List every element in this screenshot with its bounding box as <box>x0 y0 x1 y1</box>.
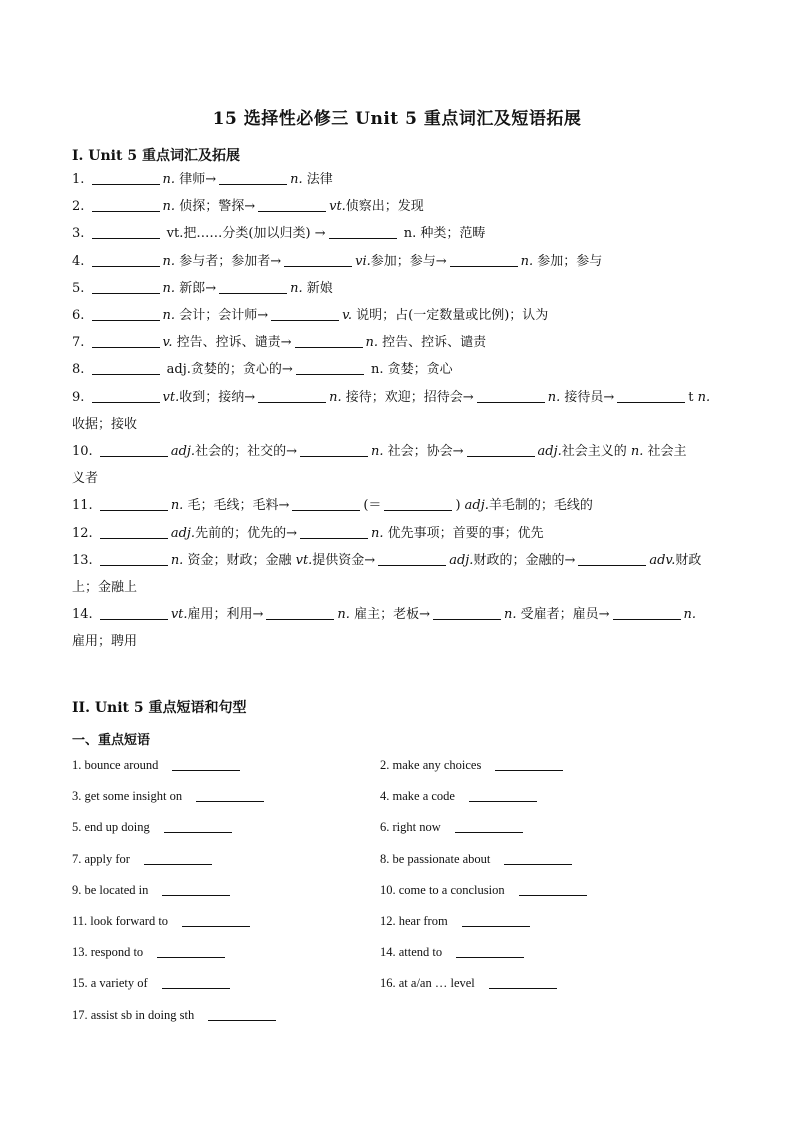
answer-blank[interactable] <box>284 252 352 267</box>
part-of-speech: adj. <box>170 444 196 460</box>
phrase-row <box>72 1008 672 1032</box>
part-of-speech: n. <box>520 253 534 269</box>
vocab-text: vt.把……分类(加以归类) → <box>162 226 326 242</box>
answer-blank[interactable] <box>100 605 168 620</box>
vocab-item <box>72 329 724 356</box>
phrase-text: 5. end up doing <box>72 820 150 835</box>
vocab-text: 毛；毛线；毛料→ <box>183 498 290 514</box>
phrase-item <box>72 1008 276 1023</box>
phrase-row <box>72 789 672 820</box>
vocab-text: 收到；接纳→ <box>179 389 256 405</box>
part-of-speech: adj. <box>449 552 474 568</box>
answer-blank[interactable] <box>208 1008 276 1021</box>
vocab-text: 财政的；金融的→ <box>473 552 576 568</box>
vocab-text: 10. <box>72 444 97 460</box>
phrase-text: 13. respond to <box>72 945 144 960</box>
vocab-text: 13. <box>72 552 97 568</box>
answer-blank[interactable] <box>292 496 360 511</box>
vocab-text: 新娘 <box>302 280 333 296</box>
vocab-text: 8. <box>72 362 89 378</box>
answer-blank[interactable] <box>219 279 287 294</box>
answer-blank[interactable] <box>164 820 232 833</box>
vocab-text: 参与者；参加者→ <box>175 253 282 269</box>
vocab-text: 受雇者；雇员→ <box>516 607 610 623</box>
vocab-item <box>72 601 724 655</box>
part-of-speech: n. <box>162 280 176 296</box>
vocab-text: 4. <box>72 253 89 269</box>
phrase-text: 4. make a code <box>380 789 455 804</box>
answer-blank[interactable] <box>92 279 160 294</box>
phrase-text: 9. be located in <box>72 882 149 897</box>
vocab-text: 收据；接收 <box>72 416 138 432</box>
phrase-list <box>72 758 672 1032</box>
vocab-text: 11. <box>72 498 97 514</box>
vocab-item <box>72 492 724 519</box>
part-of-speech: v. <box>162 335 173 351</box>
answer-blank[interactable] <box>504 852 572 865</box>
vocab-text: 律师→ <box>175 172 217 187</box>
vocab-text: 控告、控诉、谴责→ <box>172 335 292 351</box>
vocab-text: n. 种类；范畴 <box>399 226 486 242</box>
phrase-item <box>72 852 212 867</box>
answer-blank[interactable] <box>144 852 212 865</box>
part-of-speech: n. <box>162 308 176 324</box>
part-of-speech: vt. <box>329 199 346 215</box>
phrase-text: 11. look forward to <box>72 913 169 928</box>
answer-blank[interactable] <box>157 945 225 958</box>
answer-blank[interactable] <box>92 224 160 239</box>
answer-blank[interactable] <box>258 197 326 212</box>
answer-blank[interactable] <box>578 551 646 566</box>
vocab-item <box>72 193 724 220</box>
vocab-item <box>72 384 724 438</box>
phrase-text: 16. at a/an … level <box>380 976 475 991</box>
vocab-text: 新郎→ <box>175 280 217 296</box>
part-of-speech: adj. <box>170 525 196 541</box>
vocab-text: 提供资金→ <box>312 552 376 568</box>
vocab-text: 社会的；社交的→ <box>195 444 297 460</box>
answer-blank[interactable] <box>100 496 168 511</box>
vocab-text: 1. <box>72 172 89 187</box>
answer-blank[interactable] <box>384 496 452 511</box>
vocab-text: 参加；参与 <box>533 253 603 269</box>
answer-blank[interactable] <box>295 333 363 348</box>
vocab-text: t <box>688 389 698 405</box>
vocab-text: 接待员→ <box>560 389 615 405</box>
vocab-text: 3. <box>72 226 89 242</box>
answer-blank[interactable] <box>92 170 160 185</box>
part-of-speech: n. <box>697 389 711 405</box>
answer-blank[interactable] <box>92 360 160 375</box>
page-title: 15 选择性必修三 Unit 5 重点词汇及短语拓展 <box>212 109 582 129</box>
answer-blank[interactable] <box>100 524 168 539</box>
vocab-text: 参加；参与→ <box>370 253 447 269</box>
part-of-speech: vi. <box>355 253 371 269</box>
part-of-speech: n. <box>162 253 176 269</box>
answer-blank[interactable] <box>469 789 537 802</box>
phrase-item <box>72 883 230 898</box>
part-of-speech: n. <box>162 172 176 187</box>
answer-blank[interactable] <box>258 388 326 403</box>
vocab-text: 控告、控诉、谴责 <box>378 335 487 351</box>
phrase-item <box>72 789 264 804</box>
part-of-speech: adj. <box>537 444 562 460</box>
vocab-text: 优先事项；首要的事；优先 <box>383 525 544 541</box>
vocab-text: 5. <box>72 280 89 296</box>
answer-blank[interactable] <box>300 442 368 457</box>
vocab-item <box>72 302 724 329</box>
answer-blank[interactable] <box>92 306 160 321</box>
subheading-key-phrases: 一、重点短语 <box>72 733 151 748</box>
phrase-text: 14. attend to <box>380 945 443 960</box>
phrase-row <box>72 945 672 976</box>
phrase-row <box>72 976 672 1007</box>
section-heading-phrases: II. Unit 5 重点短语和句型 <box>72 700 247 716</box>
phrase-item <box>380 852 572 867</box>
phrase-text: 8. be passionate about <box>380 851 491 866</box>
phrase-text: 6. right now <box>380 820 441 835</box>
part-of-speech: n. <box>503 607 517 623</box>
part-of-speech: n. <box>547 389 561 405</box>
phrase-text: 3. get some insight on <box>72 789 183 804</box>
vocab-item <box>72 356 724 383</box>
vocab-text: 14. <box>72 607 97 623</box>
vocab-text: 资金；财政；金融 <box>183 552 296 568</box>
vocab-text: 2. <box>72 199 89 215</box>
vocab-text: 义者 <box>72 471 99 487</box>
vocab-text: 9. <box>72 389 89 405</box>
answer-blank[interactable] <box>455 820 523 833</box>
answer-blank[interactable] <box>100 442 168 457</box>
part-of-speech: n. <box>683 607 697 623</box>
phrase-item <box>72 945 225 960</box>
vocab-item <box>72 520 724 547</box>
vocab-item <box>72 275 724 302</box>
vocab-text: 6. <box>72 308 89 324</box>
vocab-text: 社会主 <box>643 444 687 460</box>
answer-blank[interactable] <box>495 758 563 771</box>
phrase-item <box>380 914 530 929</box>
part-of-speech: n. <box>370 525 384 541</box>
vocab-text: 财政 <box>675 552 702 568</box>
answer-blank[interactable] <box>92 333 160 348</box>
part-of-speech: n. <box>337 607 350 623</box>
vocab-list <box>72 166 724 656</box>
part-of-speech: n. <box>170 552 184 568</box>
vocab-item <box>72 220 724 247</box>
phrase-text: 7. apply for <box>72 851 130 866</box>
answer-blank[interactable] <box>433 605 501 620</box>
vocab-text: 雇用；聘用 <box>72 634 138 650</box>
answer-blank[interactable] <box>162 883 230 896</box>
phrase-item <box>72 914 250 929</box>
part-of-speech: adj. <box>464 498 489 514</box>
section-heading-vocab: I. Unit 5 重点词汇及拓展 <box>72 148 240 164</box>
vocab-item <box>72 438 724 492</box>
part-of-speech: n. <box>162 199 176 215</box>
answer-blank[interactable] <box>162 976 230 989</box>
answer-blank[interactable] <box>271 306 339 321</box>
answer-blank[interactable] <box>519 883 587 896</box>
vocab-text: 社会；协会→ <box>383 444 464 460</box>
phrase-item <box>72 758 240 773</box>
phrase-item <box>380 789 537 804</box>
phrase-item <box>380 758 563 773</box>
phrase-text: 2. make any choices <box>380 758 482 772</box>
vocab-text: 社会主义的 <box>561 444 631 460</box>
phrase-text: 12. hear from <box>380 913 448 928</box>
answer-blank[interactable] <box>100 551 168 566</box>
answer-blank[interactable] <box>450 252 518 267</box>
answer-blank[interactable] <box>92 197 160 212</box>
phrase-item <box>380 945 524 960</box>
part-of-speech: n. <box>630 444 644 460</box>
phrase-row <box>72 758 672 789</box>
vocab-text: ) <box>455 498 465 514</box>
answer-blank[interactable] <box>617 388 685 403</box>
answer-blank[interactable] <box>196 789 264 802</box>
part-of-speech: n. <box>329 389 342 405</box>
phrase-item <box>72 976 230 991</box>
vocab-text: 先前的；优先的→ <box>195 525 297 541</box>
part-of-speech: n. <box>365 335 379 351</box>
vocab-item <box>72 547 724 601</box>
answer-blank[interactable] <box>300 524 368 539</box>
part-of-speech: vt. <box>295 552 313 568</box>
answer-blank[interactable] <box>329 224 397 239</box>
vocab-text: 法律 <box>302 172 333 187</box>
vocab-item <box>72 248 724 275</box>
part-of-speech: v. <box>342 308 353 324</box>
answer-blank[interactable] <box>92 388 160 403</box>
phrase-item <box>380 820 523 835</box>
vocab-text: 12. <box>72 525 97 541</box>
part-of-speech: vt. <box>170 607 188 623</box>
phrase-text: 17. assist sb in doing sth <box>72 1007 195 1022</box>
part-of-speech: n. <box>290 280 303 296</box>
vocab-text: 雇用；利用→ <box>187 607 264 623</box>
answer-blank[interactable] <box>462 914 530 927</box>
vocab-text: adj.贪婪的；贪心的→ <box>162 362 293 378</box>
answer-blank[interactable] <box>477 388 545 403</box>
part-of-speech: n. <box>290 172 303 187</box>
answer-blank[interactable] <box>172 758 240 771</box>
answer-blank[interactable] <box>489 976 557 989</box>
vocab-text: 雇主；老板→ <box>349 607 430 623</box>
answer-blank[interactable] <box>219 170 287 185</box>
answer-blank[interactable] <box>182 914 250 927</box>
answer-blank[interactable] <box>456 945 524 958</box>
vocab-text: 羊毛制的；毛线的 <box>488 498 593 514</box>
vocab-text: 接待；欢迎；招待会→ <box>341 389 474 405</box>
answer-blank[interactable] <box>92 252 160 267</box>
answer-blank[interactable] <box>467 442 535 457</box>
phrase-row <box>72 883 672 914</box>
vocab-text: (＝ <box>363 498 382 514</box>
phrase-item <box>72 820 232 835</box>
vocab-text: 侦探；警探→ <box>175 199 256 215</box>
answer-blank[interactable] <box>296 360 364 375</box>
part-of-speech: vt. <box>162 389 180 405</box>
phrase-item <box>380 883 587 898</box>
phrase-row <box>72 852 672 883</box>
phrase-text: 15. a variety of <box>72 976 148 991</box>
phrase-item <box>380 976 557 991</box>
vocab-text: n. 贪婪；贪心 <box>366 362 453 378</box>
phrase-row <box>72 914 672 945</box>
phrase-text: 1. bounce around <box>72 758 159 772</box>
vocab-text: 侦察出；发现 <box>345 199 424 215</box>
answer-blank[interactable] <box>378 551 446 566</box>
part-of-speech: n. <box>170 498 184 514</box>
phrase-text: 10. come to a conclusion <box>380 882 505 897</box>
phrase-row <box>72 820 672 851</box>
vocab-text: 会计；会计师→ <box>175 308 269 324</box>
vocab-text: 7. <box>72 335 89 351</box>
vocab-text: 上；金融上 <box>72 580 138 596</box>
part-of-speech: adv. <box>649 552 676 568</box>
answer-blank[interactable] <box>613 605 681 620</box>
vocab-text: 说明；占(一定数量或比例)；认为 <box>352 308 549 324</box>
part-of-speech: n. <box>370 444 384 460</box>
answer-blank[interactable] <box>266 605 334 620</box>
vocab-item <box>72 166 724 193</box>
